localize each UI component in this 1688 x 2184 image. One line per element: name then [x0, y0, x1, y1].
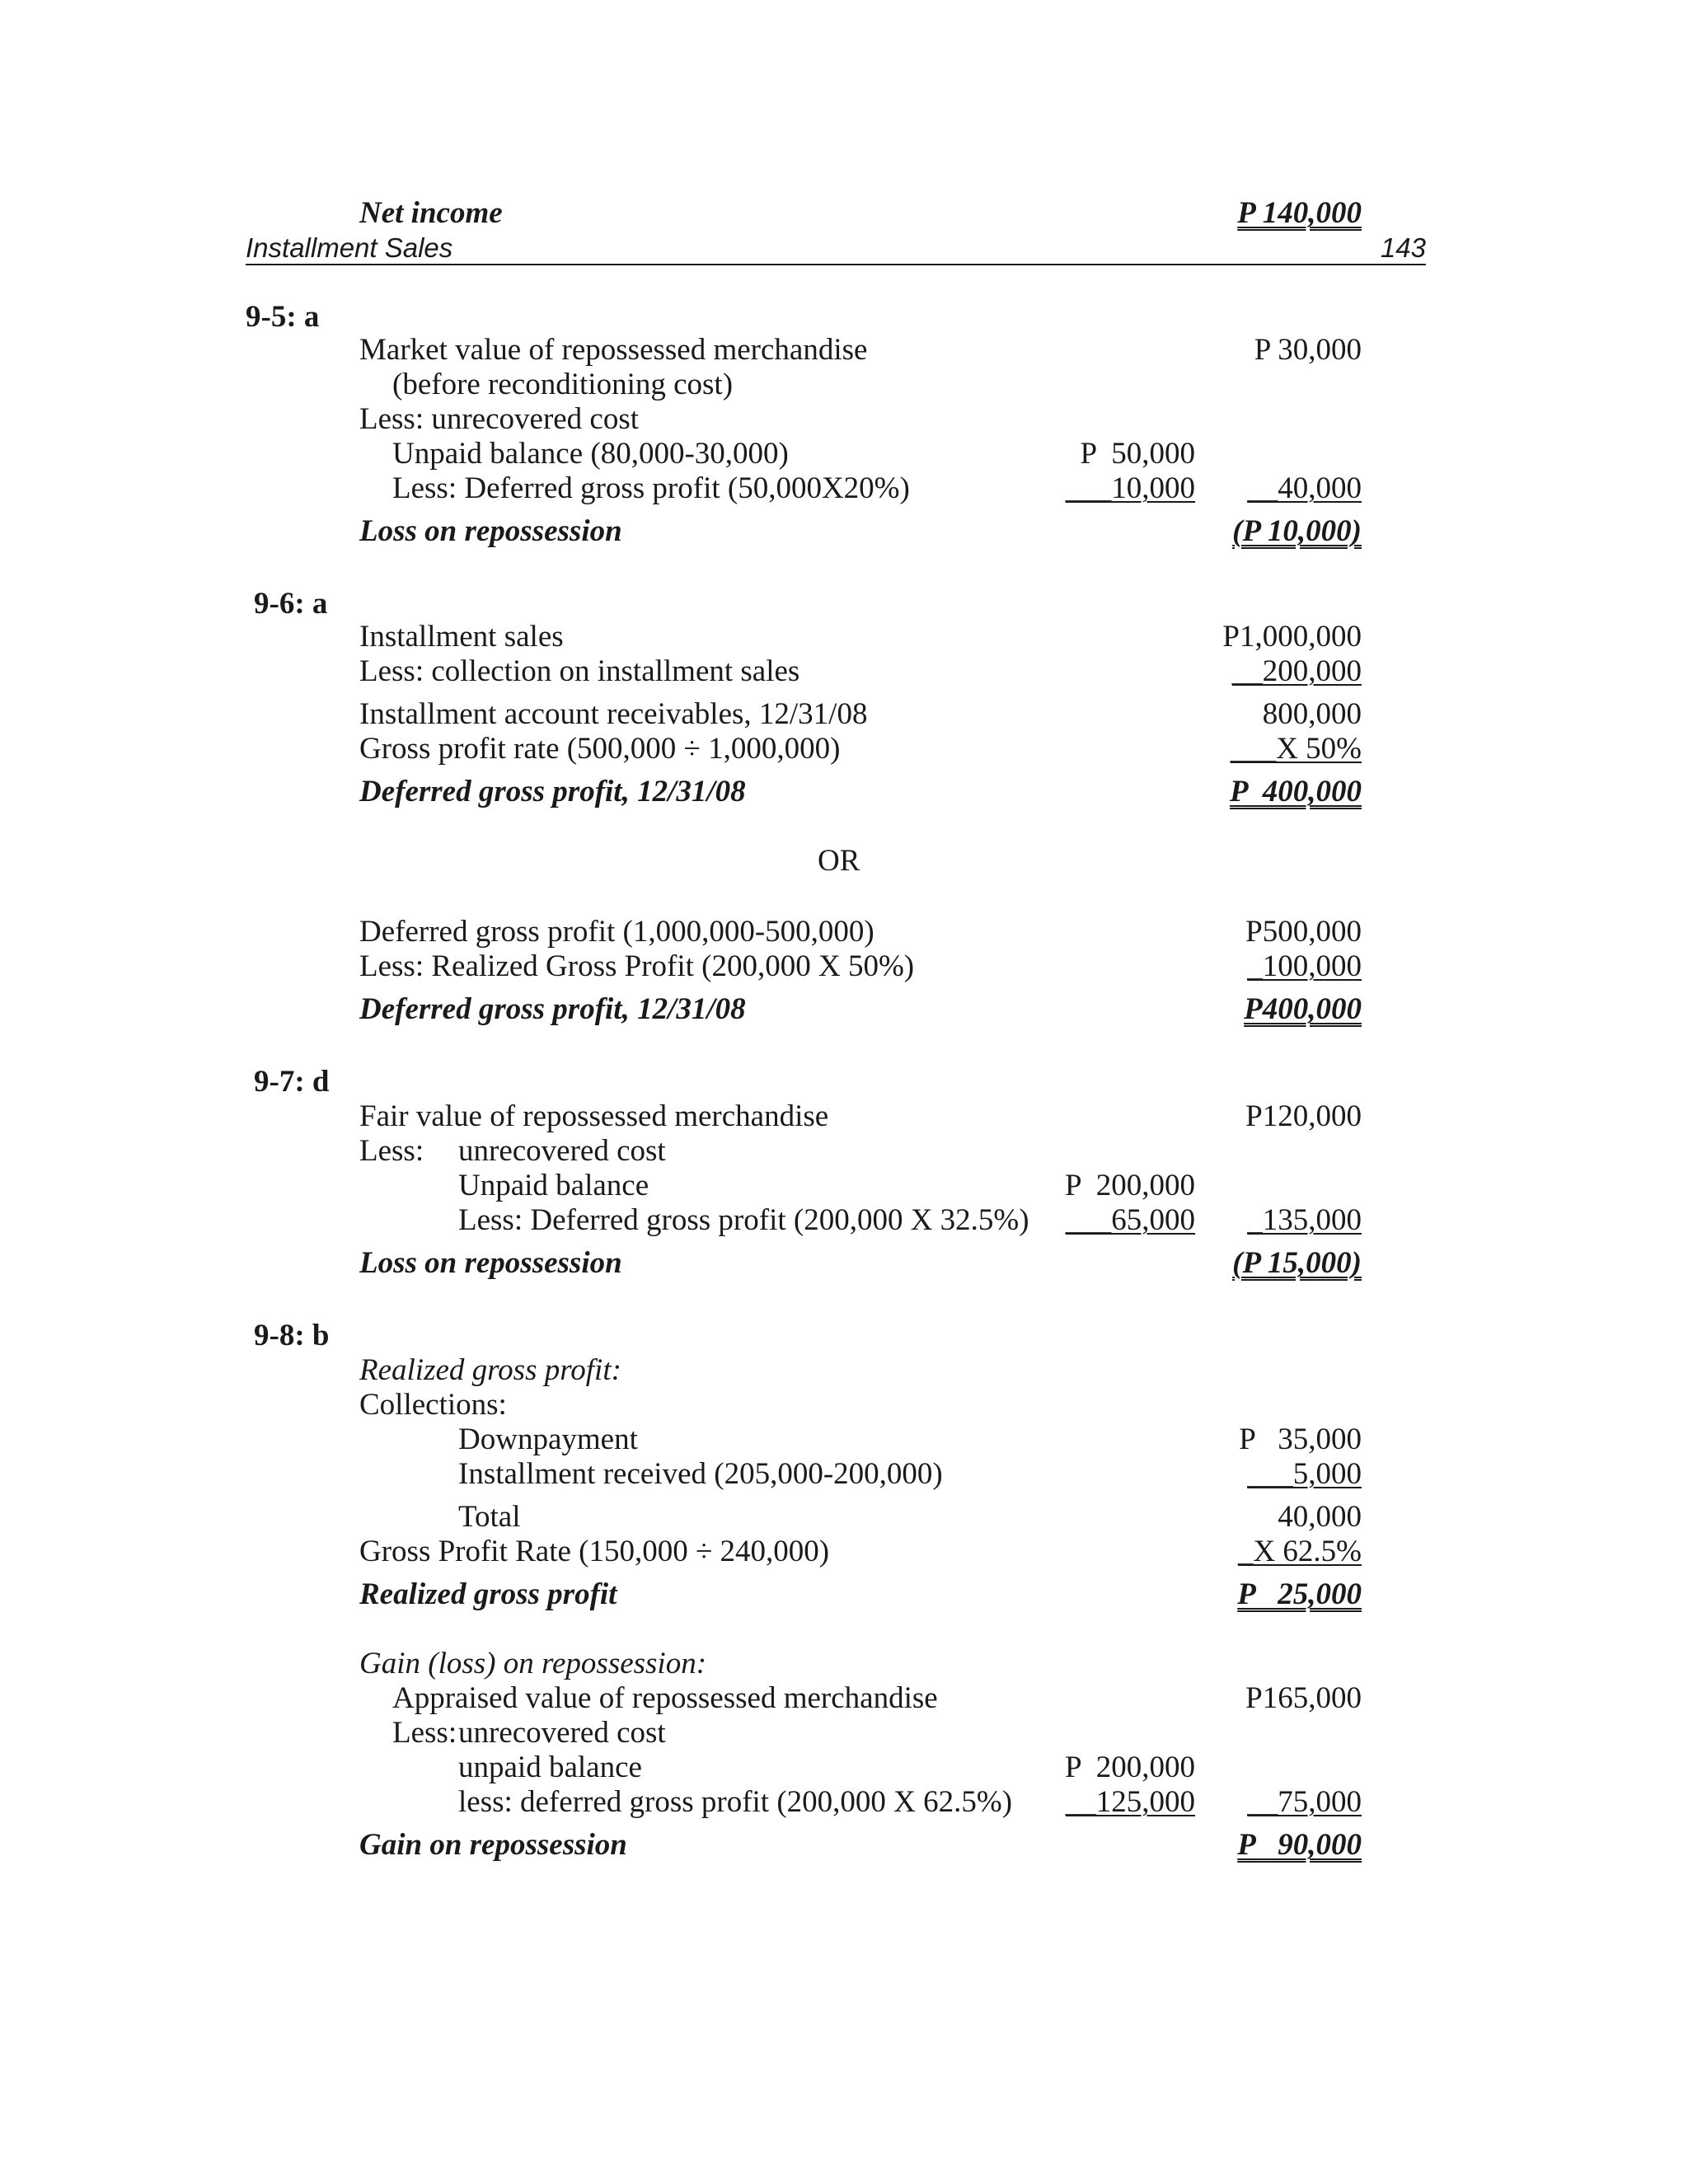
p97-fair-value-amount: P120,000	[1245, 1099, 1362, 1133]
p95-before-recon-label: (before reconditioning cost)	[392, 368, 734, 401]
p98-collections-label: Collections:	[359, 1388, 507, 1422]
p98-appraised-label: Appraised value of repossessed merchandise	[392, 1681, 938, 1715]
p98-downpayment-label: Downpayment	[458, 1422, 638, 1456]
p97-unpaid-amount: P 200,000	[1065, 1169, 1195, 1202]
p98-less-deferred-label: less: deferred gross profit (200,000 X 62.5%)	[458, 1785, 1013, 1819]
p96-alt-total-amount: P400,000	[1244, 992, 1362, 1026]
p96-less-collection-label: Less: collection on installment sales	[359, 654, 800, 688]
p95-unpaid-balance-label: Unpaid balance (80,000-30,000)	[392, 437, 789, 471]
problem-9-5-number: 9-5: a	[246, 300, 320, 334]
p95-loss-label: Loss on repossession	[359, 514, 622, 548]
p97-loss-label: Loss on repossession	[359, 1246, 622, 1280]
p98-gain-heading: Gain (loss) on repossession:	[359, 1647, 707, 1680]
p95-deferred-amount: ___10,000	[1065, 471, 1195, 505]
p96-rate-amount: ___X 50%	[1230, 732, 1362, 766]
p96-ar-label: Installment account receivables, 12/31/08	[359, 697, 868, 731]
p98-deferred-amount: __125,000	[1065, 1785, 1195, 1819]
p95-market-value-label: Market value of repossessed merchandise	[359, 333, 868, 367]
p97-unrecovered-label: unrecovered cost	[458, 1134, 666, 1168]
p95-market-value-amount: P 30,000	[1254, 333, 1362, 367]
p98-unpaid-label: unpaid balance	[458, 1750, 642, 1784]
p95-less-deferred-label: Less: Deferred gross profit (50,000X20%)	[392, 471, 910, 505]
p95-less-unrecovered-label: Less: unrecovered cost	[359, 402, 640, 436]
p98-rgp-label: Realized gross profit	[359, 1577, 617, 1611]
p97-deferred-amount: ___65,000	[1065, 1203, 1195, 1237]
net-income-label: Net income	[359, 196, 503, 230]
p97-net-amount: _135,000	[1247, 1203, 1362, 1237]
p98-rate-amount: _X 62.5%	[1237, 1535, 1362, 1568]
p96-alt-deferred-total-label: Deferred gross profit, 12/31/08	[359, 992, 746, 1026]
header-title: Installment Sales	[246, 232, 456, 264]
page-number: 143	[1377, 232, 1426, 264]
p98-downpayment-amount: P 35,000	[1239, 1422, 1362, 1456]
p97-loss-amount: (P 15,000)	[1232, 1246, 1362, 1280]
p98-installment-amount: ___5,000	[1247, 1457, 1362, 1491]
p98-gain-amount: P 90,000	[1237, 1828, 1362, 1862]
p98-rgp-amount: P 25,000	[1237, 1577, 1362, 1611]
p96-installment-sales-label: Installment sales	[359, 620, 564, 654]
p96-deferred-label: Deferred gross profit, 12/31/08	[359, 775, 746, 808]
p98-rgp-heading: Realized gross profit:	[359, 1353, 621, 1387]
p97-less-deferred-label: Less: Deferred gross profit (200,000 X 32.5%)	[458, 1203, 1029, 1237]
p95-unpaid-amount: P 50,000	[1080, 437, 1195, 471]
p98-total-label: Total	[458, 1500, 521, 1534]
p97-fair-value-label: Fair value of repossessed merchandise	[359, 1099, 829, 1133]
problem-9-6-number: 9-6: a	[254, 587, 328, 621]
net-income-amount: P 140,000	[1237, 196, 1362, 230]
p96-ar-amount: 800,000	[1262, 697, 1362, 731]
p96-sales-amount: P1,000,000	[1222, 620, 1362, 654]
p98-net-amount: __75,000	[1247, 1785, 1362, 1819]
p96-collection-amount: __200,000	[1231, 654, 1362, 688]
p98-appraised-amount: P165,000	[1245, 1681, 1362, 1715]
p96-alt-deferred-amount: P500,000	[1245, 915, 1362, 949]
problem-9-8-number: 9-8: b	[254, 1319, 330, 1352]
p98-installment-received-label: Installment received (205,000-200,000)	[458, 1457, 943, 1491]
running-header	[246, 234, 1426, 265]
p98-unrecovered-label: unrecovered cost	[458, 1716, 666, 1750]
p96-alt-realized-amount: _100,000	[1247, 949, 1362, 983]
p96-gp-rate-label: Gross profit rate (500,000 ÷ 1,000,000)	[359, 732, 841, 766]
p98-total-amount: 40,000	[1278, 1500, 1362, 1534]
p96-alt-deferred-label: Deferred gross profit (1,000,000-500,000)	[359, 915, 874, 949]
p98-gp-rate-label: Gross Profit Rate (150,000 ÷ 240,000)	[359, 1535, 830, 1568]
p95-net-amount: __40,000	[1247, 471, 1362, 505]
p96-alt-less-realized-label: Less: Realized Gross Profit (200,000 X 50%)	[359, 949, 915, 983]
p95-loss-amount: (P 10,000)	[1232, 514, 1362, 548]
p96-deferred-amount: P 400,000	[1230, 775, 1362, 808]
p97-less-label: Less:	[359, 1134, 424, 1168]
p96-or-divider: OR	[818, 844, 860, 878]
p98-unpaid-amount: P 200,000	[1065, 1750, 1195, 1784]
p98-less-label: Less:	[392, 1716, 457, 1750]
p98-gain-label: Gain on repossession	[359, 1828, 627, 1862]
p97-unpaid-label: Unpaid balance	[458, 1169, 649, 1202]
problem-9-7-number: 9-7: d	[254, 1065, 330, 1099]
